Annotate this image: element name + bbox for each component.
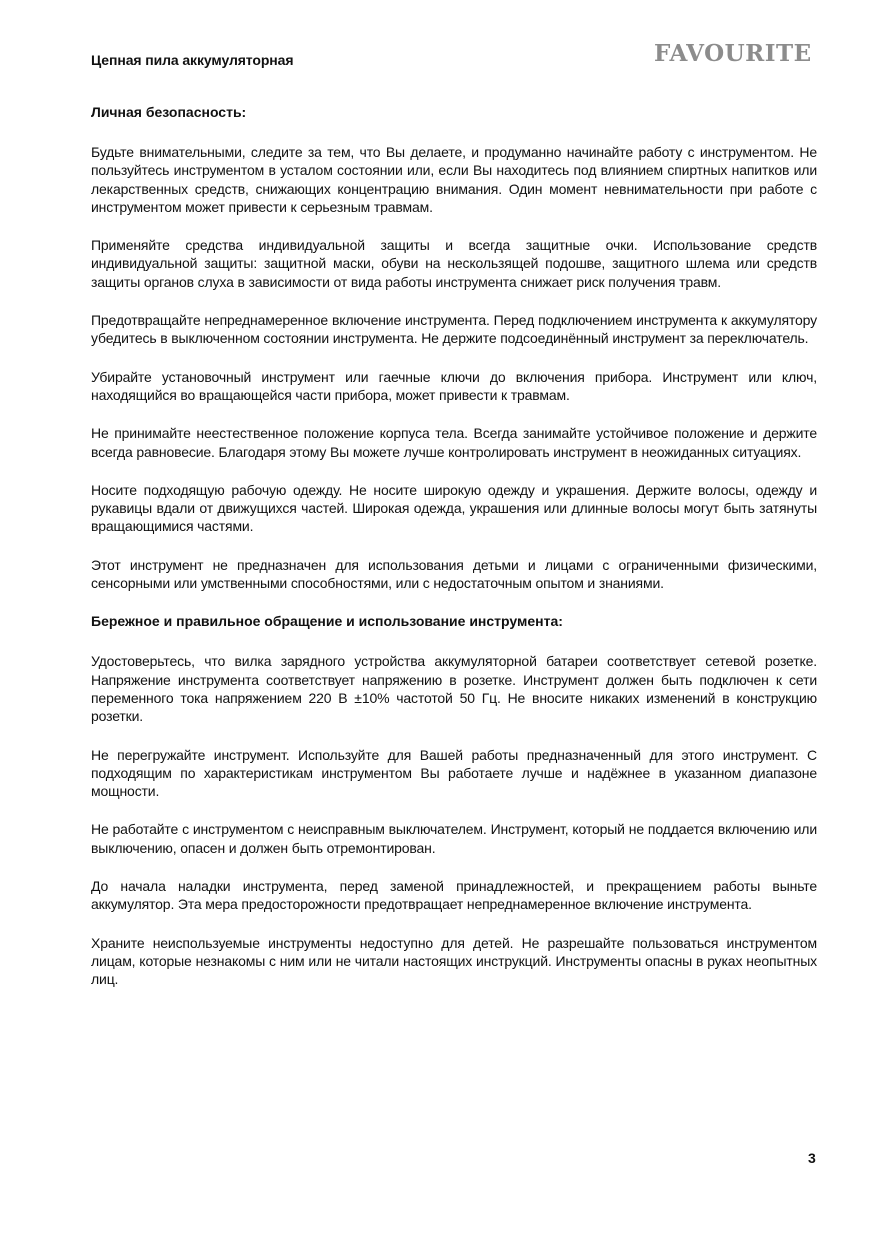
paragraph: Не принимайте неестественное положение корпуса тела. Всегда занимайте устойчивое положение и держите всегда равновесие. Благодаря этому Вы можете лучше контролировать инструмент в неожиданных ситуациях. [91, 425, 817, 460]
page-number: 3 [808, 1150, 816, 1166]
document-title: Цепная пила аккумуляторная [91, 52, 294, 68]
page-content [91, 103, 817, 1009]
section-heading: Личная безопасность: [91, 104, 247, 120]
section-heading: Бережное и правильное обращение и использование инструмента: [91, 613, 563, 630]
paragraph: Этот инструмент не предназначен для использования детьми и лицами с ограниченными физическими, сенсорными или умственными способностями, или с недостаточным опытом и знаниями. [91, 556, 817, 592]
paragraph: Будьте внимательными, следите за тем, что Вы делаете, и продуманно начинайте работу с инструментом. Не пользуйтесь инструментом в усталом состоянии или, если Вы находитесь под влиянием спиртных напитков или лекарственных средств, снижающих концентрацию внимания. Один момент невнимательности при работе с инструментом может привести к серьезным травмам. [91, 144, 817, 215]
paragraph: Предотвращайте непреднамеренное включение инструмента. Перед подключением инструмента к аккумулятору убедитесь в выключенном состоянии инструмента. Не держите подсоединённый инструмент за переключатель. [91, 312, 817, 347]
paragraph: Удостоверьтесь, что вилка зарядного устройства аккумуляторной батареи соответствует сетевой розетке. Напряжение инструмента соответствует напряжению в розетке. Инструмент должен быть подключен к сети переменного тока напряжением 220 В ±10% частотой 50 Гц. Не вносите никаких изменений в конструкцию розетки. [91, 653, 817, 725]
section-personal-safety [91, 103, 817, 592]
paragraph: Носите подходящую рабочую одежду. Не носите широкую одежду и украшения. Держите волосы, одежду и рукавицы вдали от движущихся частей. Широкая одежда, украшения или длинные волосы могут быть затянуты вращающимися частями. [91, 481, 817, 535]
section-tool-use-and-care [91, 612, 817, 988]
paragraph: Не перегружайте инструмент. Используйте для Вашей работы предназначенный для этого инструмент. С подходящим по характеристикам инструментом Вы работаете лучше и надёжнее в указанном диапазоне мощности. [91, 746, 817, 800]
brand-logo: FAVOURITE [654, 40, 812, 67]
paragraph: До начала наладки инструмента, перед заменой принадлежностей, и прекращением работы выньте аккумулятор. Эта мера предосторожности предотвращает непреднамеренное включение инструмента. [91, 878, 817, 913]
paragraph: Не работайте с инструментом с неисправным выключателем. Инструмент, который не поддается включению или выключению, опасен и должен быть отремонтирован. [91, 821, 817, 856]
paragraph: Убирайте установочный инструмент или гаечные ключи до включения прибора. Инструмент или ключ, находящийся во вращающейся части прибора, может привести к травмам. [91, 368, 817, 403]
paragraph: Применяйте средства индивидуальной защиты и всегда защитные очки. Использование средств индивидуальной защиты: защитной маски, обуви на нескользящей подошве, защитного шлема или средств защиты органов слуха в зависимости от вида работы инструмента снижает риск получения травм. [91, 237, 817, 290]
paragraph: Храните неиспользуемые инструменты недоступно для детей. Не разрешайте пользоваться инструментом лицам, которые незнакомы с ним или не читали настоящих инструкций. Инструменты опасны в руках неопытных лиц. [91, 934, 817, 988]
